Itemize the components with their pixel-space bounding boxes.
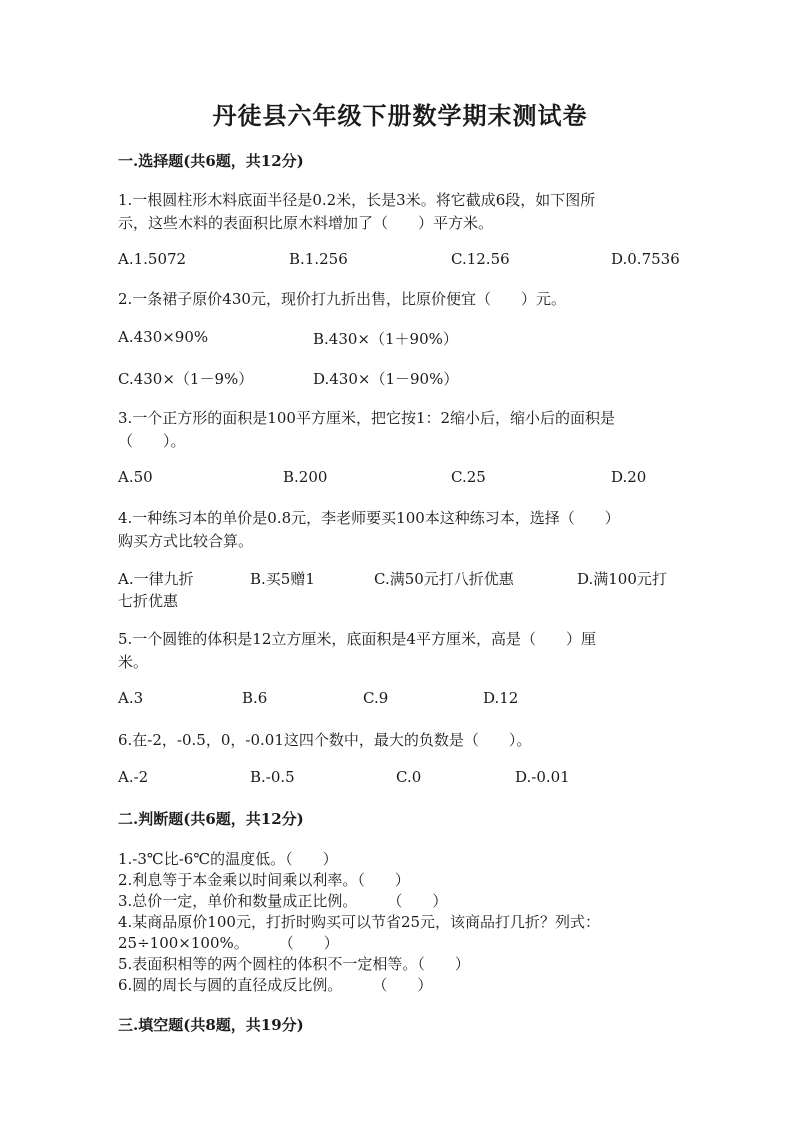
question-4-option-c: C.满50元打八折优惠 — [374, 570, 514, 588]
question-3-option-a: A.50 — [118, 468, 153, 486]
question-5-option-c: C.9 — [363, 689, 389, 707]
question-5-option-d: D.12 — [483, 689, 519, 707]
question-4-option-d: D.满100元打 — [577, 570, 667, 588]
question-5-line-2: 米。 — [118, 653, 149, 671]
question-4-option-b: B.买5赠1 — [250, 570, 315, 588]
question-4-option-d-continued: 七折优惠 — [118, 592, 179, 610]
question-6-option-c: C.0 — [396, 768, 422, 786]
question-4-line-1: 4.一种练习本的单价是0.8元，李老师要买100本这种练习本，选择（ ） — [118, 509, 620, 527]
question-5-option-b: B.6 — [242, 689, 268, 707]
judge-question-6: 6.圆的周长与圆的直径成反比例。 （ ） — [118, 976, 433, 994]
judge-question-3: 3.总价一定，单价和数量成正比例。 （ ） — [118, 892, 448, 910]
question-3-option-d: D.20 — [611, 468, 647, 486]
question-2-option-b: B.430×（1＋90%） — [313, 330, 458, 348]
question-2-option-a: A.430×90% — [118, 328, 209, 346]
question-2-line-1: 2.一条裙子原价430元，现价打九折出售，比原价便宜（ ）元。 — [118, 290, 566, 308]
judge-question-1: 1.-3℃比-6℃的温度低。（ ） — [118, 850, 338, 868]
question-3-option-c: C.25 — [451, 468, 486, 486]
question-1-line-2: 示，这些木料的表面积比原木料增加了（ ）平方米。 — [118, 214, 494, 232]
question-3-line-1: 3.一个正方形的面积是100平方厘米，把它按1：2缩小后，缩小后的面积是 — [118, 409, 616, 427]
question-3-option-b: B.200 — [283, 468, 328, 486]
question-2-option-d: D.430×（1－90%） — [313, 370, 459, 388]
question-5-option-a: A.3 — [118, 689, 144, 707]
judge-question-5: 5.表面积相等的两个圆柱的体积不一定相等。（ ） — [118, 955, 470, 973]
question-4-option-a: A.一律九折 — [118, 570, 194, 588]
question-1-line-1: 1.一根圆柱形木料底面半径是0.2米，长是3米。将它截成6段，如下图所 — [118, 191, 596, 209]
judge-question-4-line-2: 25÷100×100%。 （ ） — [118, 934, 339, 952]
question-3-line-2: （ ）。 — [118, 432, 186, 450]
section-heading-judge: 二.判断题(共6题，共12分) — [118, 810, 304, 828]
judge-question-4-line-1: 4.某商品原价100元，打折时购买可以节省25元，该商品打几折？列式： — [118, 913, 601, 931]
question-6-option-a: A.-2 — [118, 768, 149, 786]
page-title: 丹徒县六年级下册数学期末测试卷 — [212, 101, 588, 130]
section-heading-fill: 三.填空题(共8题，共19分) — [118, 1016, 304, 1034]
question-6-option-d: D.-0.01 — [515, 768, 570, 786]
question-5-line-1: 5.一个圆锥的体积是12立方厘米，底面积是4平方厘米，高是（ ）厘 — [118, 630, 596, 648]
section-heading-choice: 一.选择题(共6题，共12分) — [118, 152, 304, 170]
question-2-option-c: C.430×（1－9%） — [118, 370, 254, 388]
question-4-line-2: 购买方式比较合算。 — [118, 532, 254, 550]
question-6-line-1: 6.在-2，-0.5，0，-0.01这四个数中，最大的负数是（ ）。 — [118, 731, 532, 749]
question-1-option-c: C.12.56 — [451, 250, 510, 268]
judge-question-2: 2.利息等于本金乘以时间乘以利率。（ ） — [118, 871, 410, 889]
question-1-option-b: B.1.256 — [289, 250, 348, 268]
question-1-option-a: A.1.5072 — [118, 250, 187, 268]
question-1-option-d: D.0.7536 — [611, 250, 680, 268]
question-6-option-b: B.-0.5 — [250, 768, 295, 786]
